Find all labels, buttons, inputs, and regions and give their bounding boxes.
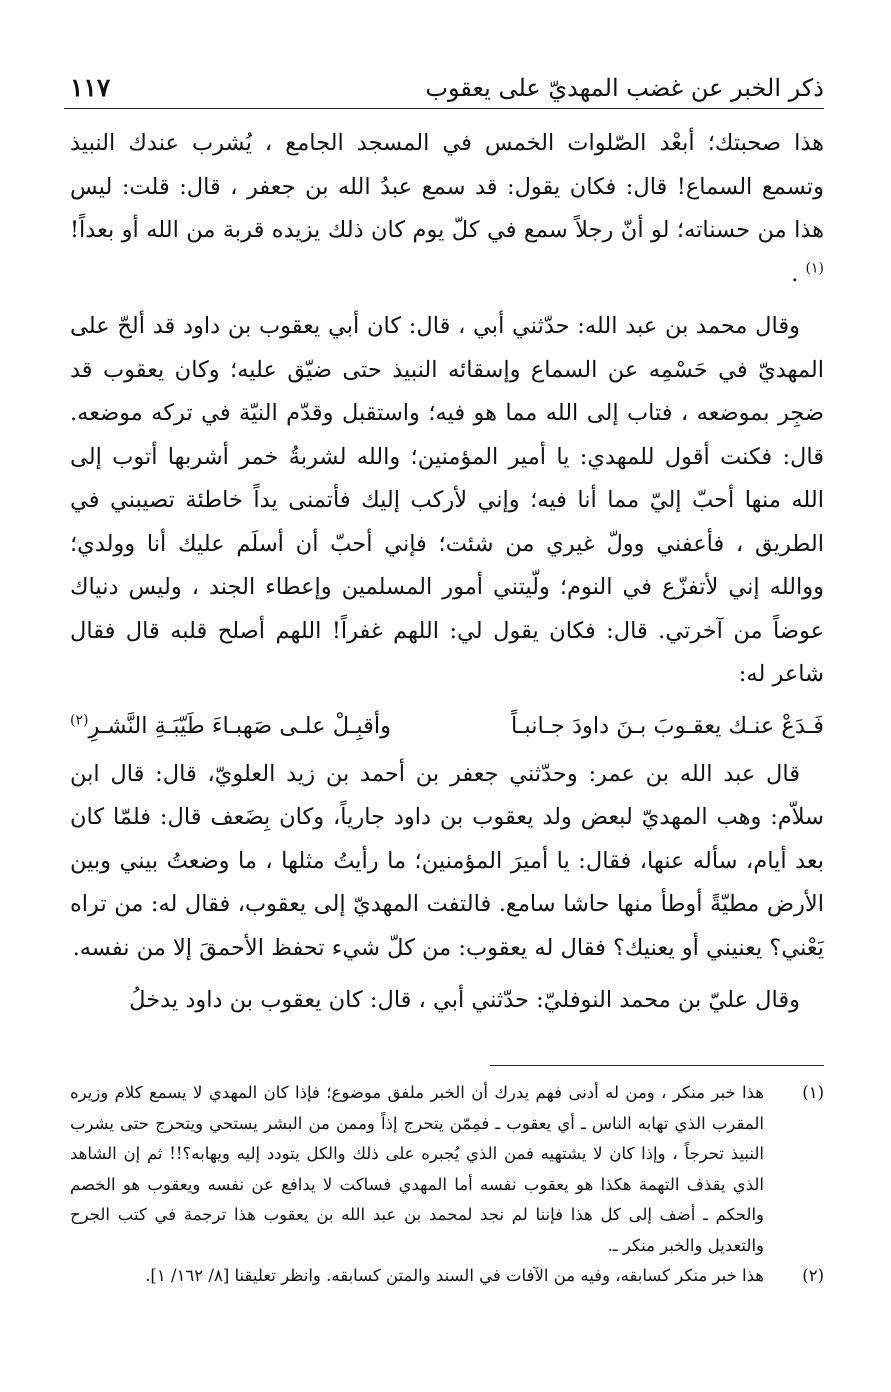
- footnote-ref-1: (١): [805, 260, 824, 276]
- footnote-1-text: هذا خبر منكر ، ومن له أدنى فهم يدرك أن الخبر ملفق موضوع؛ فإذا كان المهدي لا يسمع كلام وزيره المقرب الذي تهابه الناس ـ أي يعقوب ـ فمِمّن يتحرج إذاً وممن من البشر يستحي ويتحرج حتى يشرب النبيذ تحرجاً ، وإذا كان لا يشتهيه فمن الذي يُجبره على ذلك والكل يتودد إليه ويهابه؟!! ثم إن الشاهد الذي يقذف التهمة هكذا هو يعقوب نفسه أما المهدي فساكت لا يدافع عن نفسه ويعقوب هو الخصم والحكم ـ أضف إلى كل هذا فإننا لم نجد لمحمد بن عبد الله بن يعقوب هذا ترجمة في كتب الجرح والتعديل والخبر منكر ـ.: [70, 1083, 764, 1255]
- page-header: [64, 62, 824, 109]
- footnote-ref-2: (٢): [70, 712, 89, 728]
- paragraph-4: وقال عليّ بن محمد النوفليّ: حدّثني أبي ، قال: كان يعقوب بن داود يدخلُ: [129, 987, 800, 1013]
- running-title: ذكر الخبر عن غضب المهديّ على يعقوب: [425, 74, 824, 102]
- footnote-2-number: (٢): [802, 1266, 824, 1285]
- footnote-separator: [490, 1065, 824, 1066]
- poem-verse: [70, 706, 824, 746]
- paragraph-1-text: هذا صحبتك؛ أبعْد الصّلوات الخمس في المسجد الجامع ، يُشرب عندك النبيذ وتسمع السماع! قال: فكان يقول: قد سمع عبدُ الله بن جعفر ، قال: قلت: ليس هذا من حسناته؛ لو أنّ رجلاً سمع في كلّ يوم كان ذلك يزيده قربة من الله أو بعداً!: [70, 130, 824, 243]
- footnote-1-number: (١): [802, 1083, 824, 1102]
- main-text: [70, 122, 824, 1032]
- footnote-2: [70, 1261, 824, 1292]
- paragraph-2: وقال محمد بن عبد الله: حدّثني أبي ، قال: كان أبي يعقوب بن داود قد ألحّ على المهديّ في حَسْمِه عن السماع وإسقائه النبيذ حتى ضيّق عليه؛ وكان يعقوب قد ضجِر بموضعه ، فتاب إلى الله مما هو فيه؛ واستقبل وقدّم النيّة في تركه موضعه. قال: فكنت أقول للمهدي: يا أمير المؤمنين؛ والله لشربةُ خمر أشربها أتوب إلى الله منها أحبّ إليّ مما أنا فيه؛ وإني لأركب إليك فأتمنى يداً خاطئة تصيبني في الطريق ، فأعفني وولّ غيري من شئت؛ فإني أحبّ أن أسلَم عليك أنا وولدي؛ ووالله إني لأتفزّع في النوم؛ ولّيتني أمور المسلمين وإعطاء الجند ، وليس دنياك عوضاً من آخرتي. قال: فكان يقول لي: اللهم غفراً! اللهم أصلح قلبه قال فقال شاعر له:: [70, 313, 824, 687]
- footnote-1: [70, 1078, 824, 1261]
- paragraph-1: [70, 122, 824, 296]
- verse-second-hemistich: وأقبِـلْ علـى صَهبـاءَ طَيّبَـةِ النَّشـرِ: [88, 712, 391, 739]
- verse-first-hemistich: فَـدَعْ عنـك يعقـوبَ بـنَ داودَ جـانبـاً: [510, 712, 824, 739]
- footnote-2-text: هذا خبر منكر كسابقه، وفيه من الآفات في السند والمتن كسابقه. وانظر تعليقنا [٨/ ١٦٢/ ١].: [145, 1266, 764, 1285]
- page-number: ١١٧: [70, 73, 111, 102]
- paragraph-1-end: .: [791, 260, 799, 287]
- verse-second-hemistich-wrap: [70, 706, 391, 746]
- footnotes: [70, 1078, 824, 1292]
- paragraph-3: قال عبد الله بن عمر: وحدّثني جعفر بن أحمد بن زيد العلويّ، قال: قال ابن سلاّم: وهب المهديّ لبعض ولد يعقوب بن داود جارياً، وكان بِضَعف قال: فلمّا كان بعد أيام، سأله عنها، فقال: يا أميرَ المؤمنين؛ ما رأيتُ مثلها ، ما وضعتُ بيني وبين الأرض مطيّةً أوطأ منها حاشا سامع. فالتفت المهديّ إلى يعقوب، فقال له: من تراه يَعْني؟ يعنيني أو يعنيك؟ فقال له يعقوب: من كلّ شيء تحفظ الأحمقَ إلا من نفسه.: [70, 760, 824, 961]
